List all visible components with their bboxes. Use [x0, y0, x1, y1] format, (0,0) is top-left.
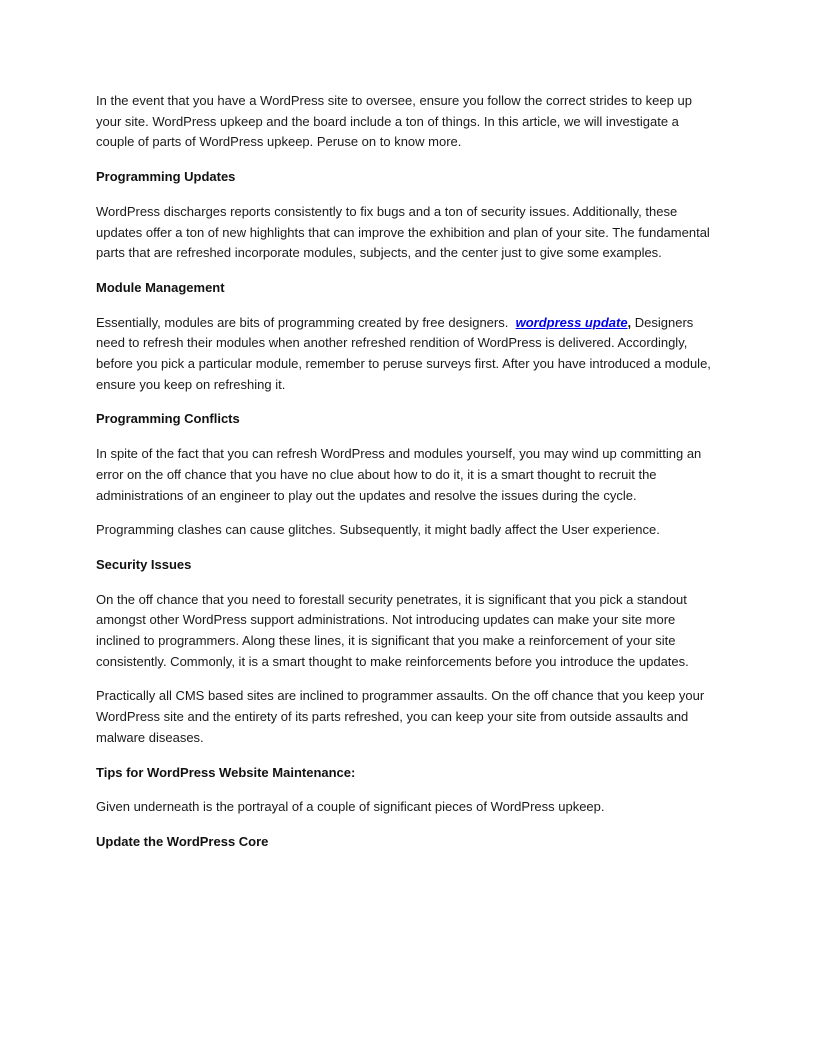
paragraph-comma: , — [627, 314, 635, 330]
paragraph-text-before-link: Essentially, modules are bits of programming created by free designers. — [96, 314, 516, 330]
wordpress-update-link[interactable]: wordpress update — [515, 314, 628, 330]
paragraph-text-after-link: Designers need to refresh their modules when another refreshed rendition of WordPress is delivered. Accordingly, before you pick a particular module, remember to peruse surveys first. After you have introduced a module, ensure you keep on refreshing it. — [96, 314, 715, 392]
heading-tips-maintenance: Tips for WordPress Website Maintenance: — [96, 764, 356, 780]
module-management-paragraph — [96, 313, 720, 396]
security-issues-paragraph: On the off chance that you need to forestall security penetrates, it is significant that you pick a standout amongst other WordPress support administrations. Not introducing updates can make your site more inclined to programmers. Along these lines, it is significant that you make a reinforcement of your site consistently. Commonly, it is a smart thought to make reinforcements before you introduce the updates. — [96, 591, 691, 669]
heading-module-management: Module Management — [96, 279, 225, 295]
programming-clashes-paragraph: Programming clashes can cause glitches. Subsequently, it might badly affect the User experience. — [96, 522, 660, 538]
cms-sites-paragraph: Practically all CMS based sites are inclined to programmer assaults. On the off chance that you keep your WordPress site and the entirety of its parts refreshed, you can keep your site from outside assaults and malware diseases. — [96, 688, 708, 745]
heading-security-issues: Security Issues — [96, 556, 192, 572]
intro-paragraph: In the event that you have a WordPress site to oversee, ensure you follow the correct strides to keep up your site. WordPress upkeep and the board include a ton of things. In this article, we will investigate a couple of parts of WordPress upkeep. Peruse on to know more. — [96, 93, 696, 150]
tips-intro-paragraph: Given underneath is the portrayal of a couple of significant pieces of WordPress upkeep. — [96, 799, 605, 815]
heading-programming-updates: Programming Updates — [96, 169, 236, 185]
programming-conflicts-paragraph: In spite of the fact that you can refresh WordPress and modules yourself, you may wind up committing an error on the off chance that you have no clue about how to do it, it is a smart thought to recruit the administrations of an engineer to play out the updates and resolve the issues during the cycle. — [96, 446, 705, 503]
heading-update-wordpress-core: Update the WordPress Core — [96, 833, 269, 849]
programming-updates-paragraph: WordPress discharges reports consistently to fix bugs and a ton of security issues. Additionally, these updates offer a ton of new highlights that can improve the exhibition and plan of your site. The fundamental parts that are refreshed incorporate modules, subjects, and the center just to give some examples. — [96, 203, 714, 261]
heading-programming-conflicts: Programming Conflicts — [96, 411, 240, 427]
